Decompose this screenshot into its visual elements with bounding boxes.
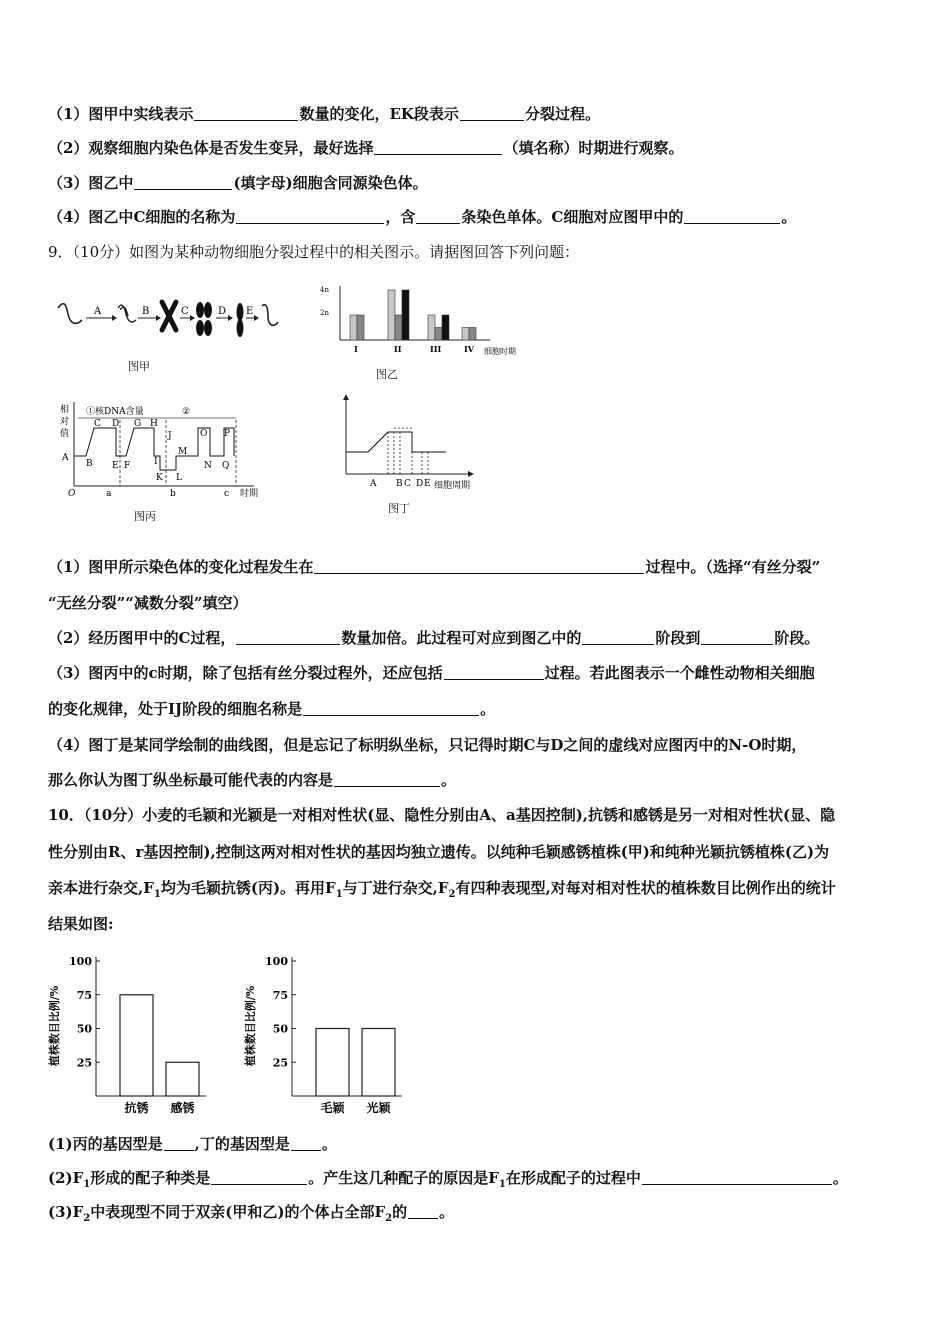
bar-III-s2: [435, 328, 442, 341]
label-O: O: [200, 429, 208, 439]
y-tick-label: 50: [76, 1022, 92, 1036]
blank[interactable]: [314, 559, 644, 574]
y-label-2: 对: [60, 417, 70, 427]
y-tick-label: 100: [69, 955, 92, 968]
blank[interactable]: [582, 630, 654, 645]
label-B: B: [86, 459, 93, 469]
bar-I-s1: [350, 315, 357, 340]
x-O: O: [68, 489, 76, 499]
q9-p4: （4）图丁是某同学绘制的曲线图，但是忘记了标明纵坐标，只记得时期C与D之间的虚线对应图丙中的N-O时期，: [48, 736, 807, 754]
caption-bing: 图丙: [134, 510, 156, 523]
bar-IV-s2: [469, 328, 476, 341]
blank[interactable]: [211, 1170, 307, 1185]
xtick-II: II: [394, 344, 402, 354]
caption-yi: 图乙: [376, 368, 398, 381]
bar-感锈: [166, 1062, 199, 1096]
q9-p1b: “无丝分裂”“减数分裂”填空）: [48, 594, 248, 612]
q10-p2: $(2)F_1$形成的配子种类是 。产生这几种配子的原因是$F_1$在形成配子的过程中 。: [48, 1169, 848, 1190]
blank[interactable]: [701, 630, 773, 645]
q10-p1: (1)丙的基因型是 ,丁的基因型是 。: [48, 1135, 337, 1153]
x-tick-label: 光颖: [366, 1101, 391, 1115]
legend-2: ②: [182, 407, 191, 417]
blank[interactable]: [684, 209, 780, 224]
q9-p1: （1）图甲所示染色体的变化过程发生在 过程中。（选择“有丝分裂”: [48, 558, 821, 576]
bar-I-s2: [357, 315, 364, 340]
q10-line3: 亲本进行杂交$,F_1$均为毛颖抗锈(丙)。再用$F_1$与丁进行杂交$,F_2$有四种表现型,对每对相对性状的植株数目比例作出的统计: [48, 879, 836, 900]
letter-A: A: [94, 306, 102, 317]
label-D: D: [112, 419, 120, 429]
caption-ding: 图丁: [388, 502, 410, 515]
chart-glume: [240, 946, 410, 1118]
bar-毛颖: [316, 1029, 349, 1097]
q8-line1: （1）图甲中实线表示 数量的变化，EK段表示 分裂过程。: [48, 105, 600, 123]
label-G: G: [134, 419, 142, 429]
q8-line3: （3）图乙中 (填字母)细胞含同源染色体。: [48, 174, 428, 192]
bar-抗锈: [120, 995, 153, 1096]
blank[interactable]: [303, 701, 479, 716]
letter-D: D: [218, 306, 227, 317]
bar-IV-s1: [462, 328, 469, 341]
bar-III-s3: [442, 315, 449, 340]
q10-p3: $(3)F_2$中表现型不同于双亲(甲和乙)的个体占全部$F_2$的 。: [48, 1203, 455, 1224]
label-J: J: [168, 431, 172, 441]
y-label-3: 值: [60, 429, 70, 439]
x-time: 时期: [240, 489, 259, 499]
blank[interactable]: [291, 1136, 321, 1151]
legend-1: ①核DNA含量: [86, 407, 144, 417]
x-c: c: [224, 489, 230, 499]
ding-C: C: [404, 479, 411, 489]
q9-p2: （2）经历图甲中的C过程， 数量加倍。此过程可对应到图乙中的 阶段到 阶段。: [48, 629, 820, 647]
label-A: A: [62, 453, 69, 463]
ding-x-label: 细胞周期: [434, 481, 471, 491]
y-tick-label: 75: [272, 988, 288, 1002]
y-tick-label: 25: [272, 1056, 288, 1070]
label-H: H: [150, 419, 158, 429]
ytick-2n: 2n: [320, 309, 329, 317]
q10-line4: 结果如图:: [48, 915, 114, 933]
y-axis-label: 植株数目比例/%: [244, 985, 257, 1067]
figure-jia: [50, 290, 280, 350]
ding-A: A: [370, 479, 377, 489]
y-tick-label: 25: [76, 1056, 92, 1070]
y-label-1: 相: [60, 405, 70, 415]
y-tick-label: 75: [76, 988, 92, 1002]
x-tick-label: 抗锈: [124, 1101, 149, 1115]
label-L: L: [176, 473, 182, 483]
q10-line2: 性分别由R、r基因控制),控制这两对相对性状的基因均独立遗传。以纯种毛颖感锈植株(甲)和纯种光颖抗锈植株(乙)为: [48, 843, 830, 861]
blank[interactable]: [460, 106, 524, 121]
ytick-4n: 4n: [320, 286, 329, 294]
x-tick-label: 毛颖: [320, 1101, 345, 1115]
letter-E: E: [246, 306, 254, 317]
figure-ding: [330, 392, 490, 492]
xtick-III: III: [430, 344, 442, 354]
blank[interactable]: [408, 1204, 438, 1219]
blank[interactable]: [236, 630, 340, 645]
chart-resistance: [44, 946, 224, 1118]
letter-B: B: [142, 306, 150, 317]
label-Q: Q: [222, 461, 230, 471]
label-K: K: [156, 473, 163, 483]
label-E: E: [112, 461, 119, 471]
blank[interactable]: [164, 1136, 194, 1151]
bar-II-s1: [388, 290, 395, 340]
x-b: b: [170, 489, 176, 499]
q9-p4b: 那么你认为图丁纵坐标最可能代表的内容是 。: [48, 771, 457, 789]
ding-E: E: [424, 479, 431, 489]
xtick-I: I: [354, 344, 358, 354]
label-P: P: [224, 429, 231, 439]
bar-II-s3: [402, 290, 409, 340]
ding-D: D: [416, 479, 424, 489]
x-label-yi: 细胞时期: [484, 347, 516, 356]
y-tick-label: 100: [265, 955, 288, 968]
blank[interactable]: [444, 665, 544, 680]
q9-p3b: 的变化规律，处于IJ阶段的细胞名称是 。: [48, 700, 496, 718]
label-N: N: [204, 461, 212, 471]
blank[interactable]: [642, 1170, 832, 1185]
q8-line4: （4）图乙中C细胞的名称为 ，含 条染色单体。C细胞对应图甲中的 。: [48, 208, 797, 226]
blank[interactable]: [334, 772, 440, 787]
letter-C: C: [181, 306, 189, 317]
bar-II-s2: [395, 315, 402, 340]
figure-bing: [50, 398, 290, 502]
bar-III-s1: [428, 315, 435, 340]
label-F: F: [124, 461, 131, 471]
ding-B: B: [396, 479, 403, 489]
y-tick-label: 50: [272, 1022, 288, 1036]
caption-jia: 图甲: [128, 360, 150, 373]
blank[interactable]: [134, 175, 232, 190]
bar-光颖: [362, 1029, 395, 1097]
q8-line2: （2）观察细胞内染色体是否发生变异，最好选择 （填名称）时期进行观察。: [48, 139, 684, 157]
blank[interactable]: [416, 209, 460, 224]
q9-p3: （3）图丙中的c时期，除了包括有丝分裂过程外，还应包括 过程。若此图表示一个雌性动物相关细胞: [48, 664, 815, 682]
label-M: M: [178, 447, 188, 457]
y-axis-label: 植株数目比例/%: [48, 985, 61, 1067]
label-I: I: [154, 457, 158, 467]
q9-stem: 9．（10分）如图为某种动物细胞分裂过程中的相关图示。请据图回答下列问题：: [48, 243, 580, 261]
figure-yi: [310, 278, 540, 362]
blank[interactable]: [194, 106, 298, 121]
blank[interactable]: [236, 209, 384, 224]
xtick-IV: IV: [464, 344, 474, 354]
x-tick-label: 感锈: [170, 1101, 195, 1115]
q10-line1: 10．（10分）小麦的毛颖和光颖是一对相对性状(显、隐性分别由A、a基因控制),抗锈和感锈是另一对相对性状(显、隐: [48, 806, 836, 824]
x-a: a: [106, 489, 112, 499]
label-C: C: [94, 419, 101, 429]
blank[interactable]: [374, 140, 502, 155]
